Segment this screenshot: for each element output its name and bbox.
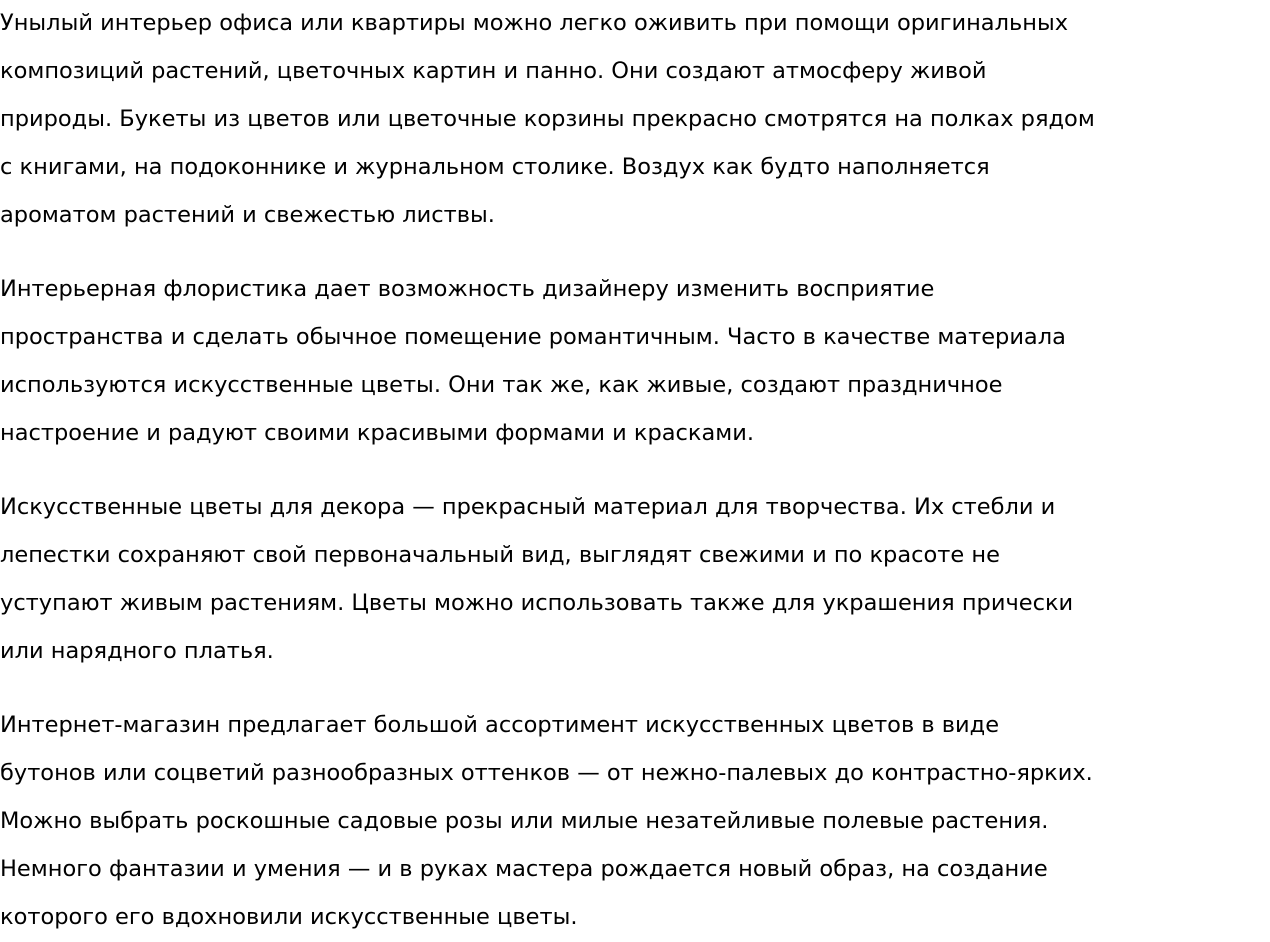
text-line: Искусственные цветы для декора — прекрасный материал для творчества. Их стебли и	[0, 494, 1056, 520]
text-line: Унылый интерьер офиса или квартиры можно легко оживить при помощи оригинальных	[0, 10, 1069, 36]
text-line: или нарядного платья.	[0, 638, 274, 664]
text-line: ароматом растений и свежестью листвы.	[0, 202, 495, 228]
text-line: которого его вдохновили искусственные цветы.	[0, 904, 578, 930]
text-line: используются искусственные цветы. Они так же, как живые, создают праздничное	[0, 372, 1003, 398]
text-line: лепестки сохраняют свой первоначальный вид, выглядят свежими и по красоте не	[0, 542, 1000, 568]
text-line: Немного фантазии и умения — и в руках мастера рождается новый образ, на создание	[0, 856, 1048, 882]
paragraph-4	[0, 701, 1270, 941]
paragraph-3	[0, 483, 1270, 675]
paragraph-2	[0, 265, 1270, 457]
text-line: Интернет-магазин предлагает большой ассортимент искусственных цветов в виде	[0, 712, 1000, 738]
text-line: уступают живым растениям. Цветы можно использовать также для украшения прически	[0, 590, 1074, 616]
text-line: настроение и радуют своими красивыми формами и красками.	[0, 420, 755, 446]
text-line: бутонов или соцветий разнообразных оттенков — от нежно-палевых до контрастно-ярких.	[0, 760, 1093, 786]
text-line: композиций растений, цветочных картин и панно. Они создают атмосферу живой	[0, 58, 987, 84]
text-line: пространства и сделать обычное помещение романтичным. Часто в качестве материала	[0, 324, 1066, 350]
text-line: природы. Букеты из цветов или цветочные корзины прекрасно смотрятся на полках рядом	[0, 106, 1095, 132]
text-line: Интерьерная флористика дает возможность дизайнеру изменить восприятие	[0, 276, 935, 302]
text-line: Можно выбрать роскошные садовые розы или милые незатейливые полевые растения.	[0, 808, 1049, 834]
paragraph-1	[0, 0, 1270, 239]
text-line: с книгами, на подоконнике и журнальном столике. Воздух как будто наполняется	[0, 154, 990, 180]
